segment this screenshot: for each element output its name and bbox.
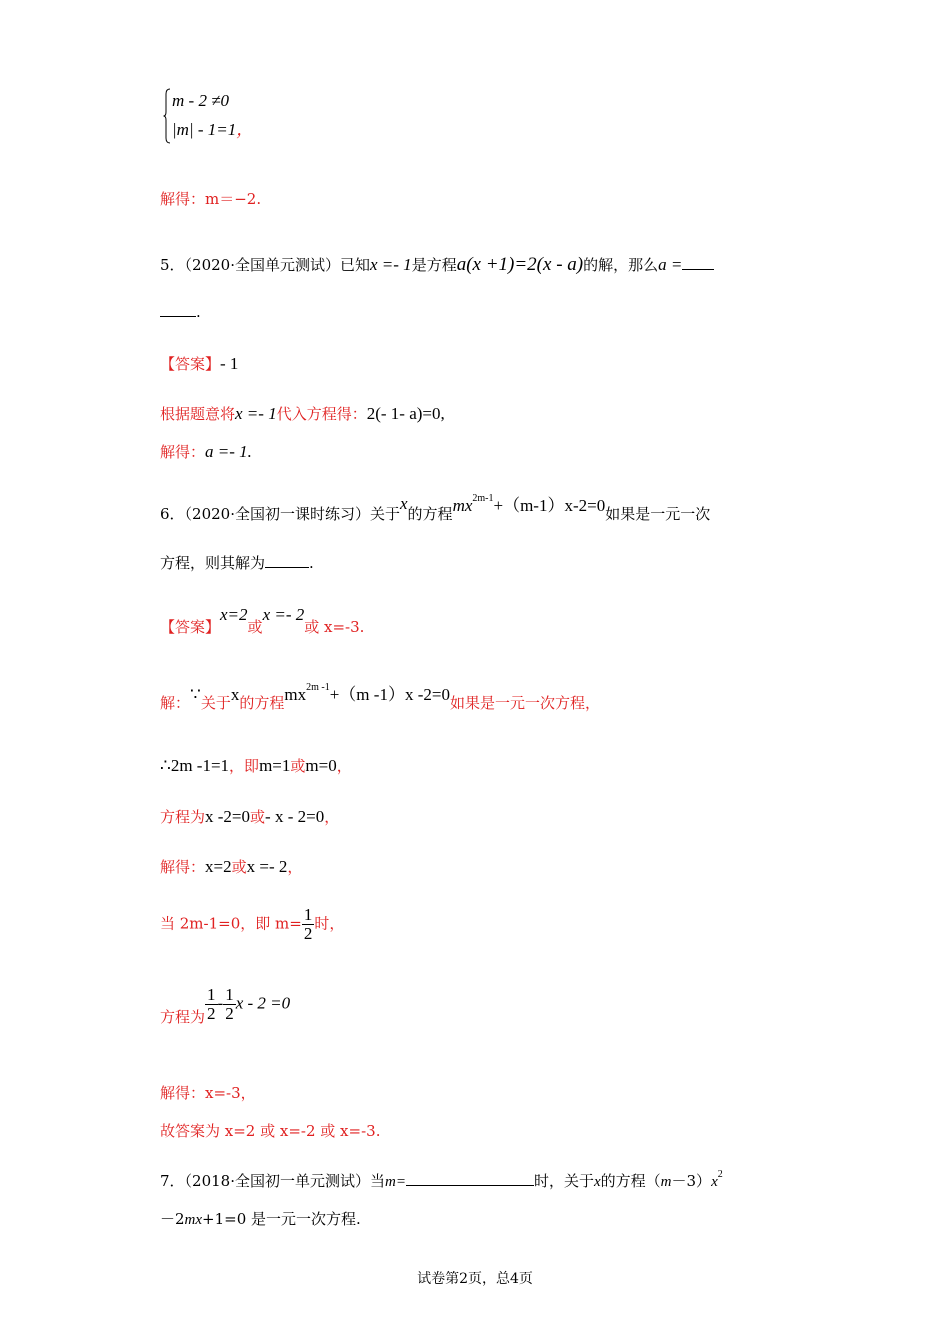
- q6-solution-8: 故答案为 x=2 或 x=-2 或 x=-3.: [160, 1122, 381, 1140]
- q6-solution-7: 解得：x=-3，: [160, 1084, 256, 1102]
- fraction-half-2: $\frac{1}{2}$: [225, 985, 234, 1023]
- fraction-half: $\frac{1}{2}$: [303, 905, 313, 943]
- q5-solution-2: 解得：a =- 1.: [160, 442, 252, 461]
- system-line-2: |m| - 1=1，: [172, 120, 254, 139]
- question-5-blank: .: [160, 305, 201, 320]
- question-6-line-2: 方程，则其解为 .: [160, 554, 314, 572]
- system-brace: [163, 88, 171, 144]
- q5-answer: 【答案】- 1: [160, 354, 239, 373]
- page-footer: 试卷第2页，总4页: [417, 1271, 533, 1287]
- q6-solution-2: ∴2m -1=1，即m=1或m=0，: [160, 756, 352, 775]
- q6-solution-1: 解：∵关于x的方程$mx^{2m -1}+(m$ -1）x -2=0如果是一元一次方程，: [160, 682, 600, 712]
- q6-solution-4: 解得：x=2或x =- 2，: [160, 857, 303, 876]
- q5-solution-1: 根据题意将x =- 1代入方程得：2(- 1- a)=0,: [160, 404, 445, 423]
- question-6: 6．（2020·全国初一课时练习）关于x的方程$mx^{2m-1}+(m-1)x-2=0$如果是一元一次: [160, 493, 711, 523]
- system-line-1: m - 2 ≠0: [172, 91, 230, 110]
- q6-solution-3: 方程为x -2=0或- x - 2=0，: [160, 807, 340, 826]
- question-7: 7．（2018·全国初一单元测试）当m= 时，关于x的方程$(m-3)x^2$: [160, 1169, 723, 1190]
- q6-solution-5: 当 2m-1=0，即 m= $\frac{1}{2}$ 时，: [160, 905, 345, 943]
- q6-answer: 【答案】x=2或x =- 2或 x=-3.: [160, 605, 365, 636]
- question-5: 5．（2020·全国单元测试）已知x =- 1是方程a(x +1)=2(x - a)的解，那么a =: [160, 255, 714, 274]
- question-7-line-2: －2mx+1=0 是一元一次方程.: [160, 1210, 361, 1228]
- fraction-half-1: $\frac{1}{2}$: [207, 985, 216, 1023]
- q6-solution-6: 方程为 $\frac{1}{2}$ - $\frac{1}{2}$ x - 2 =0: [160, 985, 291, 1027]
- q4-solution: 解得：m＝−2.: [160, 190, 262, 208]
